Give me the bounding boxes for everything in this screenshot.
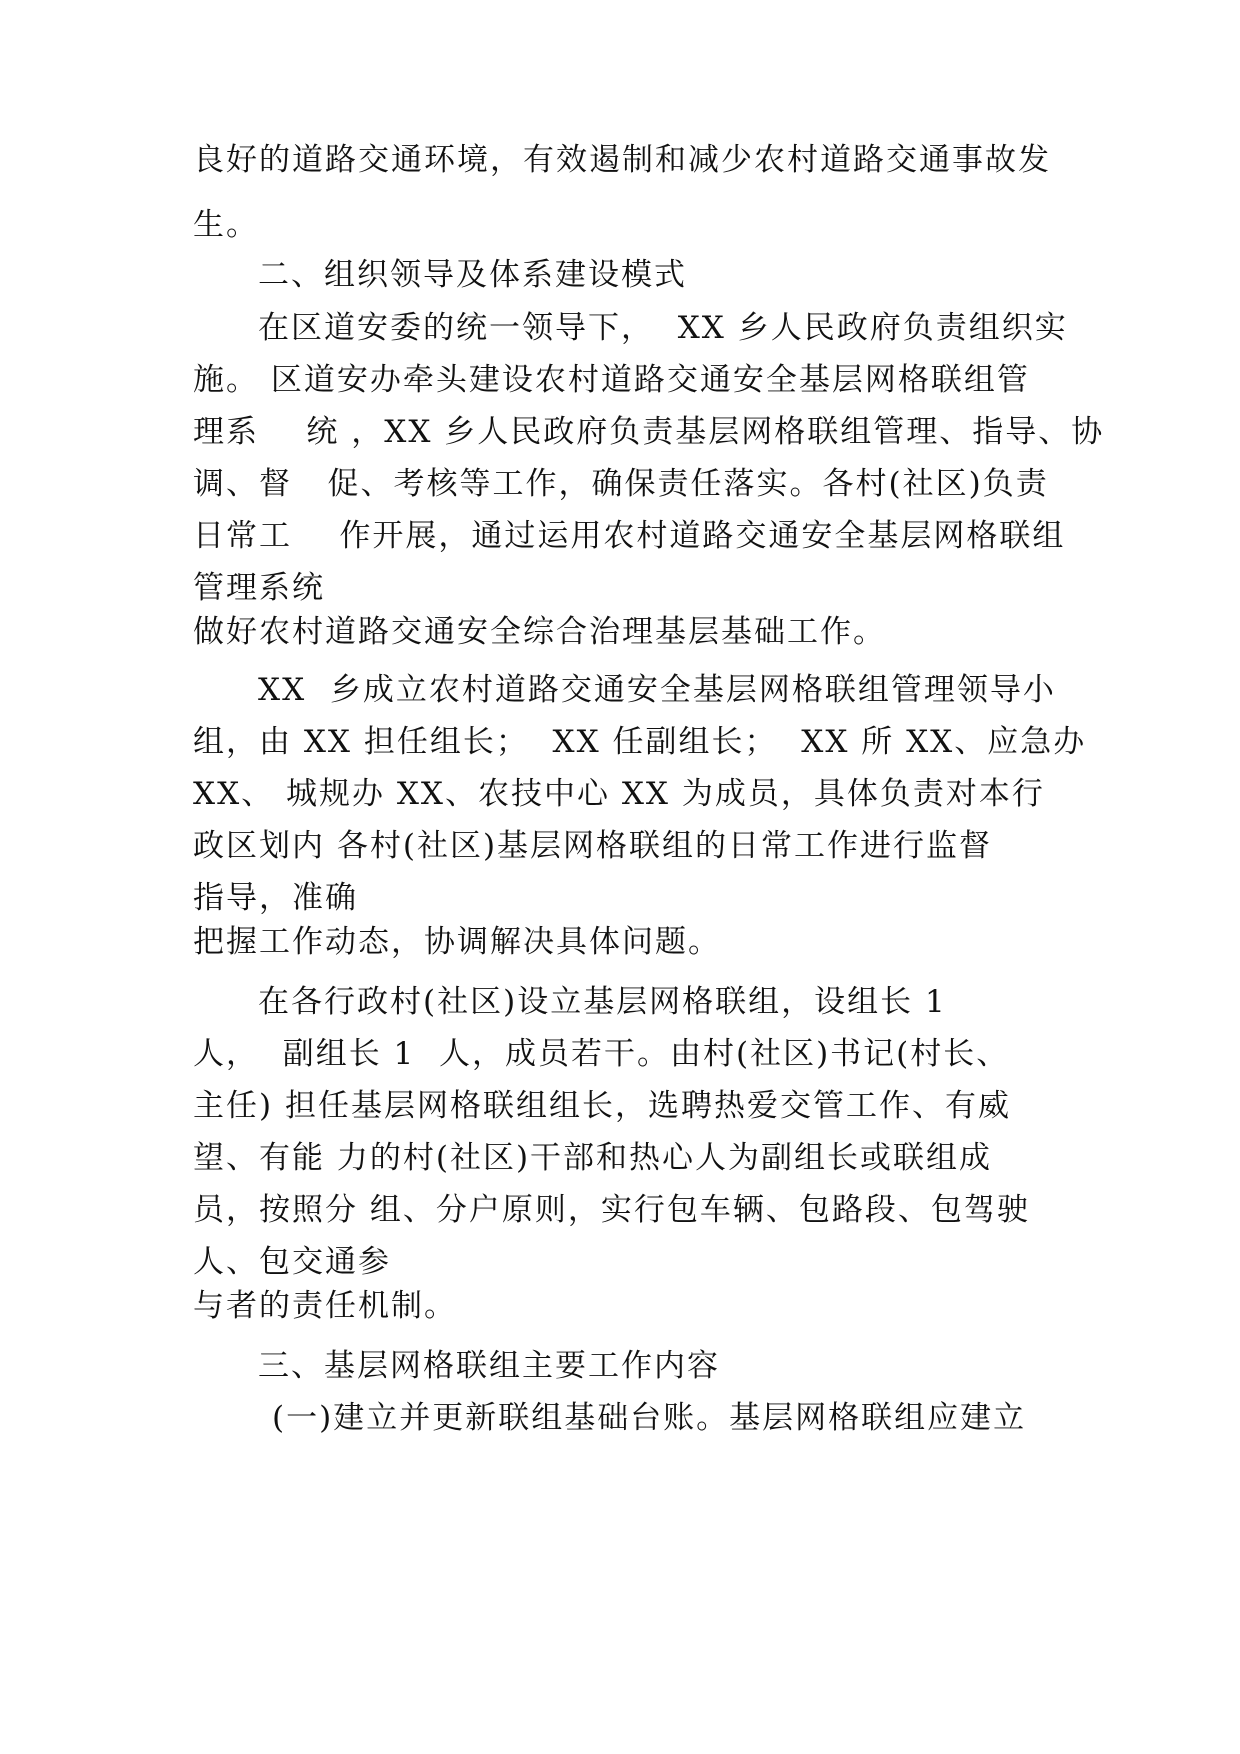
text-line-21: 员，按照分 组、分户原则，实行包车辆、包路段、包驾驶: [193, 1192, 1030, 1228]
text-line-2: 生。: [193, 207, 259, 243]
text-line-4: 在区道安委的统一领导下， XX 乡人民政府负责组织实: [258, 310, 1068, 346]
text-line-15: 指导，准确: [193, 880, 358, 916]
text-line-8: 日常工 作开展，通过运用农村道路交通安全基层网格联组: [193, 518, 1066, 554]
text-line-23: 与者的责任机制。: [193, 1288, 457, 1324]
text-line-6: 理系 统 ，XX 乡人民政府负责基层网格联组管理、指导、协: [193, 414, 1105, 450]
text-line-16: 把握工作动态，协调解决具体问题。: [193, 924, 721, 960]
text-line-13: XX、 城规办 XX、农技中心 XX 为成员，具体负责对本行: [193, 776, 1045, 812]
text-line-1: 良好的道路交通环境，有效遏制和减少农村道路交通事故发: [193, 142, 1051, 178]
text-line-5: 施。 区道安办牵头建设农村道路交通安全基层网格联组管: [193, 362, 1030, 398]
text-line-7: 调、督 促、考核等工作，确保责任落实。各村(社区)负责: [193, 466, 1049, 502]
text-line-20: 望、有能 力的村(社区)干部和热心人为副组长或联组成: [193, 1140, 993, 1176]
text-line-17: 在各行政村(社区)设立基层网格联组，设组长 1: [258, 984, 947, 1020]
text-line-11: XX 乡成立农村道路交通安全基层网格联组管理领导小: [258, 672, 1056, 708]
text-line-18: 人， 副组长 1 人，成员若干。由村(社区)书记(村长、: [193, 1036, 1010, 1072]
section-heading-2: 二、组织领导及体系建设模式: [258, 257, 687, 293]
text-line-25: (一)建立并更新联组基础台账。基层网格联组应建立: [272, 1400, 1027, 1436]
text-line-19: 主任) 担任基层网格联组组长，选聘热爱交管工作、有威: [193, 1088, 1011, 1124]
text-line-22: 人、包交通参: [193, 1244, 391, 1280]
text-line-12: 组，由 XX 担任组长； XX 任副组长； XX 所 XX、应急办: [193, 724, 1087, 760]
text-line-9: 管理系统: [193, 570, 325, 606]
section-heading-3: 三、基层网格联组主要工作内容: [258, 1348, 720, 1384]
text-line-14: 政区划内 各村(社区)基层网格联组的日常工作进行监督: [193, 828, 993, 864]
text-line-10: 做好农村道路交通安全综合治理基层基础工作。: [193, 614, 886, 650]
